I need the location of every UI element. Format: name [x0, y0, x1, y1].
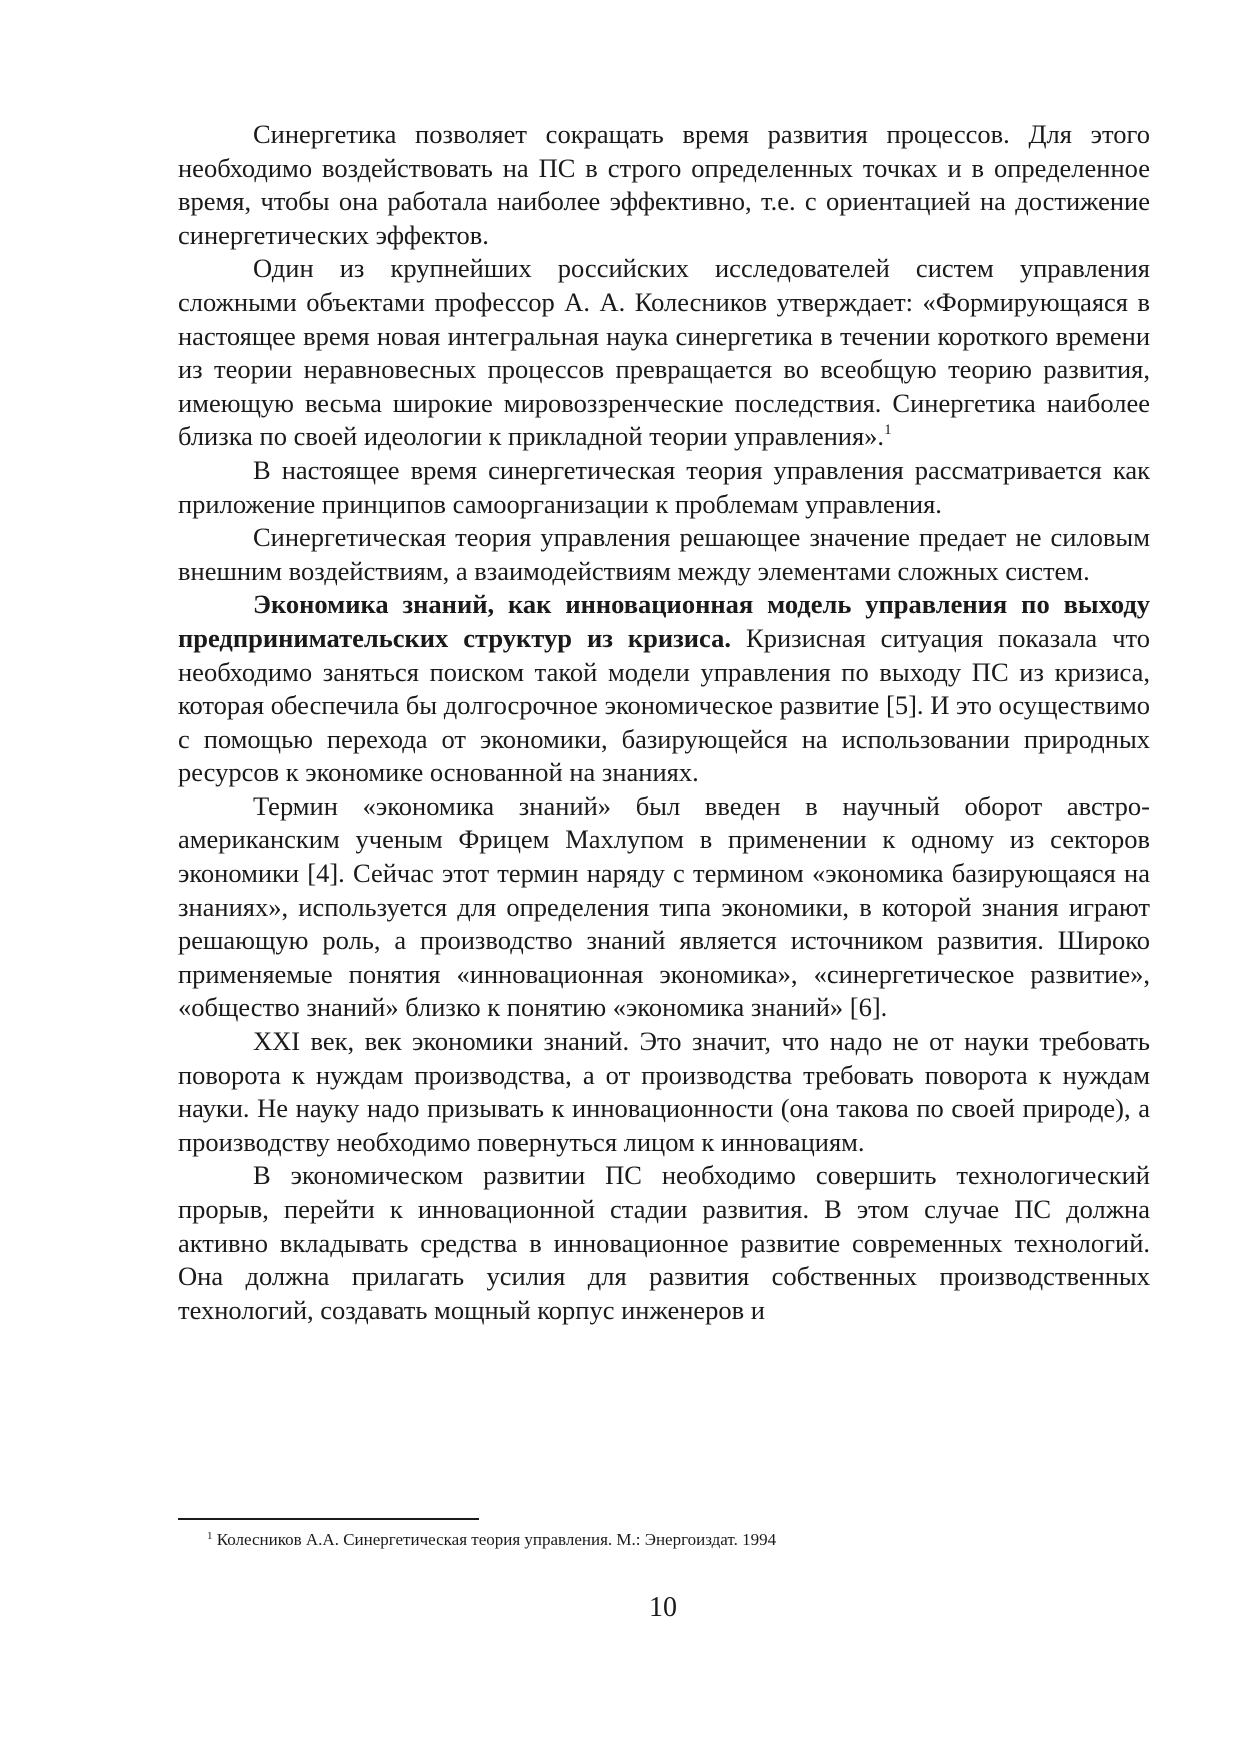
- paragraph: Синергетика позволяет сокращать время развития процессов. Для этого необходимо воздействовать на ПС в строго определенных точках и в определенное время, чтобы она работала наиболее эффективно, т.е. с ориентацией на достижение синергетических эффектов.: [178, 119, 1150, 250]
- paragraph: XXI век, век экономики знаний. Это значит, что надо не от науки требовать поворота к нуждам производства, а от производства требовать поворота к нуждам науки. Не науку надо призывать к инновационности (она такова по своей природе), а производству необходимо повернуться лицом к инновациям.: [178, 1026, 1150, 1157]
- paragraph: В экономическом развитии ПС необходимо совершить технологический прорыв, перейти к инновационной стадии развития. В этом случае ПС должна активно вкладывать средства в инновационное развитие современных технологий. Она должна прилагать усилия для развития собственных производственных технологий, создавать мощный корпус инженеров и: [178, 1160, 1150, 1325]
- paragraph: Один из крупнейших российских исследователей систем управления сложными объектами профессор А. А. Колесников утверждает: «Формирующаяся в настоящее время новая интегральная наука синергетика в течении короткого времени из теории неравновесных процессов превращается во всеобщую теорию развития, имеющую весьма широкие мировоззренческие последствия. Синергетика наиболее близка по своей идеологии к прикладной теории управления».$^1$: [178, 253, 1150, 452]
- footnote-divider: [178, 1518, 479, 1520]
- page-number: 10: [649, 1592, 677, 1623]
- paragraph: Синергетическая теория управления решающее значение предает не силовым внешним воздействиям, а взаимодействиям между элементами сложных систем.: [178, 522, 1150, 586]
- footnote-number: 1: [207, 1530, 213, 1542]
- body-text: [178, 118, 1150, 1327]
- paragraph: Термин «экономика знаний» был введен в научный оборот австро-американским ученым Фрицем Махлупом в применении к одному из секторов экономики [4]. Сейчас этот термин наряду с термином «экономика базирующаяся на знаниях», используется для определения типа экономики, в которой знания играют решающую роль, а производство знаний является источником развития. Широко применяемые понятия «инновационная экономика», «синергетическое развитие», «общество знаний» близко к понятию «экономика знаний» [6].: [178, 790, 1150, 1023]
- paragraph: Экономика знаний, как инновационная модель управления по выходу предпринимательских структур из кризиса. Кризисная ситуация показала что необходимо заняться поиском такой модели управления по выходу ПС из кризиса, которая обеспечила бы долгосрочное экономическое развитие [5]. И это осуществимо с помощью перехода от экономики, базирующейся на использовании природных ресурсов к экономике основанной на знаниях.: [178, 589, 1150, 788]
- footnote-reference: 1: [884, 422, 892, 439]
- section-heading: Экономика знаний, как инновационная модель управления по выходу предпринимательских структур из кризиса.: [178, 589, 1150, 653]
- paragraph: В настоящее время синергетическая теория управления рассматривается как приложение принципов самоорганизации к проблемам управления.: [178, 454, 1150, 519]
- footnote: [207, 1529, 776, 1551]
- footnote-text: Колесников А.А. Синергетическая теория управления. М.: Энергоиздат. 1994: [212, 1530, 777, 1549]
